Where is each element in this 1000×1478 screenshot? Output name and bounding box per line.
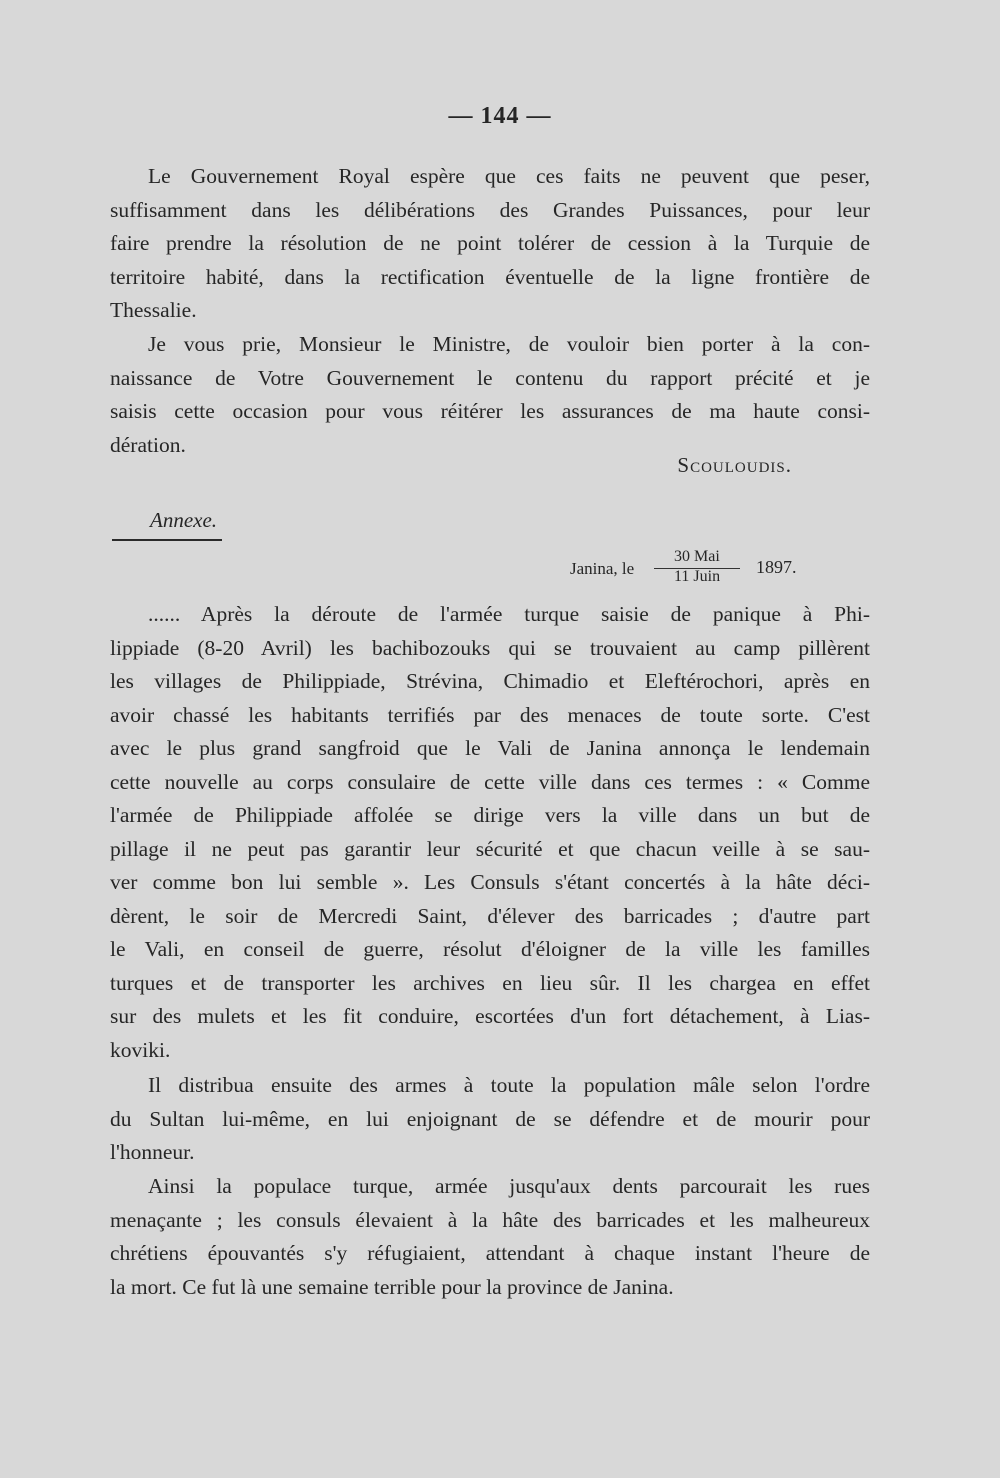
text-line: menaçante ; les consuls élevaient à la hâte des barricades et les malheureux [110,1207,870,1232]
text-line: cette nouvelle au corps consulaire de cette ville dans ces termes : « Comme [110,769,870,794]
text-line: lippiade (8-20 Avril) les bachibozouks qui se trouvaient au camp pillèrent [110,635,870,660]
text-line: suffisamment dans les délibérations des Grandes Puissances, pour leur [110,197,870,222]
text-line: les villages de Philippiade, Strévina, Chimadio et Eleftérochori, après en [110,669,870,693]
text-line: l'armée de Philippiade affolée se dirige vers la ville dans un but de [110,803,870,827]
text-line: faire prendre la résolution de ne point tolérer de cession à la Turquie de [110,231,870,255]
text-line: chrétiens épouvantés s'y réfugiaient, attendant à chaque instant l'heure de [110,1241,870,1265]
text-line: dèrent, le soir de Mercredi Saint, d'élever des barricades ; d'autre part [110,903,870,928]
text-line: le Vali, en conseil de guerre, résolut d'éloigner de la ville les familles [110,937,870,961]
text-line: dération. [110,432,186,457]
annex-heading: Annexe. [150,508,218,532]
text-line: avec le plus grand sangfroid que le Vali de Janina annonça le lendemain [110,736,870,760]
dateline-place: Janina, le [570,559,635,578]
text-line: turques et de transporter les archives en lieu sûr. Il les chargea en effet [110,970,870,995]
text-line: Thessalie. [110,298,197,322]
page-number: — 144 — [448,103,552,129]
text-line: sur des mulets et les fit conduire, escortées d'un fort détachement, à Lias- [110,1004,870,1028]
dateline [570,548,810,588]
text-line: Ainsi la populace turque, armée jusqu'aux dents parcourait les rues [148,1174,870,1198]
text-line: pillage il ne peut pas garantir leur sécurité et que chacun veille à se sau- [110,836,870,861]
annex-underline [112,539,222,541]
text-line: Il distribua ensuite des armes à toute la population mâle selon l'ordre [148,1073,870,1097]
date-denominator: 11 Juin [674,568,721,585]
text-line: naissance de Votre Gouvernement le contenu du rapport précité et je [110,365,870,390]
text-line: saisis cette occasion pour vous réitérer les assurances de ma haute consi- [110,399,870,423]
text-line: avoir chassé les habitants terrifiés par des menaces de toute sorte. C'est [110,702,870,727]
text-line: la mort. Ce fut là une semaine terrible pour la province de Janina. [110,1274,674,1299]
date-year: 1897. [756,557,797,577]
text-line: Le Gouvernement Royal espère que ces faits ne peuvent que peser, [148,164,870,188]
paragraph-1 [110,160,870,328]
paragraph-4 [110,1069,870,1170]
text-line: l'honneur. [110,1140,195,1164]
text-line: ...... Après la déroute de l'armée turque saisie de panique à Phi- [148,602,870,626]
text-line: du Sultan lui-même, en lui enjoignant de se défendre et de mourir pour [110,1106,870,1131]
signature: Scouloudis. [677,453,792,477]
text-line: koviki. [110,1037,171,1062]
text-line: Je vous prie, Monsieur le Ministre, de vouloir bien porter à la con- [148,332,870,356]
date-numerator: 30 Mai [674,548,720,565]
paragraph-3 [110,598,870,1067]
paragraph-5 [110,1170,870,1304]
text-line: ver comme bon lui semble ». Les Consuls s'étant concertés à la hâte déci- [110,870,870,894]
paragraph-2 [110,328,870,462]
text-line: territoire habité, dans la rectification éventuelle de la ligne frontière de [110,264,870,289]
